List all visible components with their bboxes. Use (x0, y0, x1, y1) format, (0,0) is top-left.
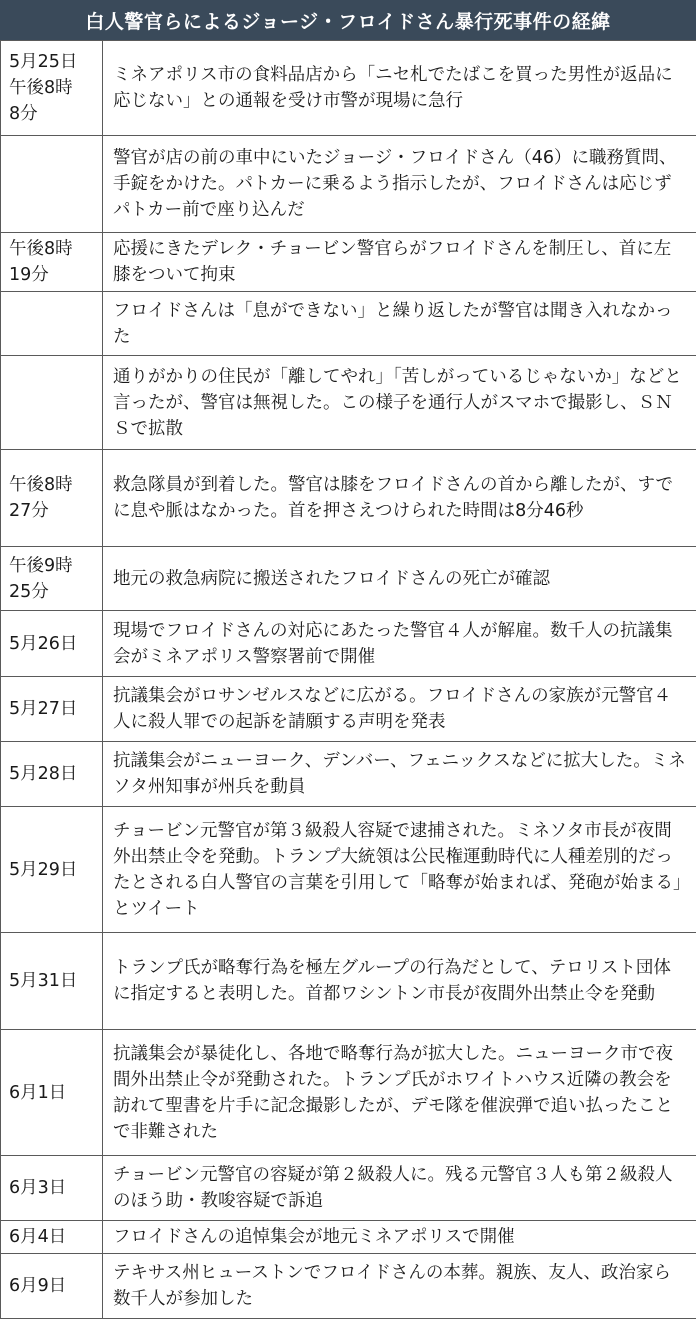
row-date: 6月3日 (1, 1156, 103, 1221)
page-title: 白人警官らによるジョージ・フロイドさん暴行死事件の経緯 (0, 0, 696, 40)
row-date: 5月27日 (1, 677, 103, 742)
row-event: 通りがかりの住民が「離してやれ」「苦しがっているじゃないか」などと言ったが、警官は無視した。この様子を通行人がスマホで撮影し、ＳＮＳで拡散 (103, 356, 696, 450)
table-row (1, 356, 696, 450)
table-row (1, 292, 696, 356)
row-event: 現場でフロイドさんの対応にあたった警官４人が解雇。数千人の抗議集会がミネアポリス警察署前で開催 (103, 611, 696, 677)
row-event: 抗議集会が暴徒化し、各地で略奪行為が拡大した。ニューヨーク市で夜間外出禁止令が発動された。トランプ氏がホワイトハウス近隣の教会を訪れて聖書を片手に記念撮影したが、デモ隊を催涙弾で追い払ったことで非難された (103, 1030, 696, 1156)
row-event: 地元の救急病院に搬送されたフロイドさんの死亡が確認 (103, 547, 696, 611)
row-event: 救急隊員が到着した。警官は膝をフロイドさんの首から離したが、すでに息や脈はなかった。首を押さえつけられた時間は8分46秒 (103, 450, 696, 547)
row-event: テキサス州ヒューストンでフロイドさんの本葬。親族、友人、政治家ら数千人が参加した (103, 1254, 696, 1319)
row-date: 5月26日 (1, 611, 103, 677)
timeline-table (0, 40, 696, 1319)
row-date (1, 136, 103, 233)
table-row (1, 933, 696, 1030)
row-event: 警官が店の前の車中にいたジョージ・フロイドさん（46）に職務質問、手錠をかけた。パトカーに乗るよう指示したが、フロイドさんは応じずパトカー前で座り込んだ (103, 136, 696, 233)
table-row (1, 1030, 696, 1156)
row-date: 午後8時 27分 (1, 450, 103, 547)
row-event: 抗議集会がニューヨーク、デンバー、フェニックスなどに拡大した。ミネソタ州知事が州兵を動員 (103, 742, 696, 807)
row-date: 午後9時 25分 (1, 547, 103, 611)
row-event: 抗議集会がロサンゼルスなどに広がる。フロイドさんの家族が元警官４人に殺人罪での起訴を請願する声明を発表 (103, 677, 696, 742)
row-event: トランプ氏が略奪行為を極左グループの行為だとして、テロリスト団体に指定すると表明した。首都ワシントン市長が夜間外出禁止令を発動 (103, 933, 696, 1030)
table-row (1, 233, 696, 292)
row-date: 6月4日 (1, 1221, 103, 1254)
table-row (1, 742, 696, 807)
table-row (1, 136, 696, 233)
row-event: フロイドさんの追悼集会が地元ミネアポリスで開催 (103, 1221, 696, 1254)
row-date (1, 292, 103, 356)
row-date: 6月1日 (1, 1030, 103, 1156)
row-event: ミネアポリス市の食料品店から「ニセ札でたばこを買った男性が返品に応じない」との通報を受け市警が現場に急行 (103, 41, 696, 136)
row-date: 5月29日 (1, 807, 103, 933)
row-event: 応援にきたデレク・チョービン警官らがフロイドさんを制圧し、首に左膝をついて拘束 (103, 233, 696, 292)
row-date (1, 356, 103, 450)
timeline-body (1, 41, 696, 1319)
row-date: 5月28日 (1, 742, 103, 807)
table-row (1, 807, 696, 933)
table-row (1, 677, 696, 742)
row-date: 6月9日 (1, 1254, 103, 1319)
table-row (1, 1254, 696, 1319)
table-row (1, 41, 696, 136)
row-event: チョービン元警官が第３級殺人容疑で逮捕された。ミネソタ市長が夜間外出禁止令を発動。トランプ大統領は公民権運動時代に人種差別的だったとされる白人警官の言葉を引用して「略奪が始まれば、発砲が始まる」とツイート (103, 807, 696, 933)
row-date: 午後8時 19分 (1, 233, 103, 292)
row-date: 5月31日 (1, 933, 103, 1030)
table-row (1, 1221, 696, 1254)
row-event: フロイドさんは「息ができない」と繰り返したが警官は聞き入れなかった (103, 292, 696, 356)
table-row (1, 450, 696, 547)
table-row (1, 547, 696, 611)
row-date: 5月25日 午後8時 8分 (1, 41, 103, 136)
table-row (1, 611, 696, 677)
row-event: チョービン元警官の容疑が第２級殺人に。残る元警官３人も第２級殺人のほう助・教唆容疑で訴追 (103, 1156, 696, 1221)
table-row (1, 1156, 696, 1221)
